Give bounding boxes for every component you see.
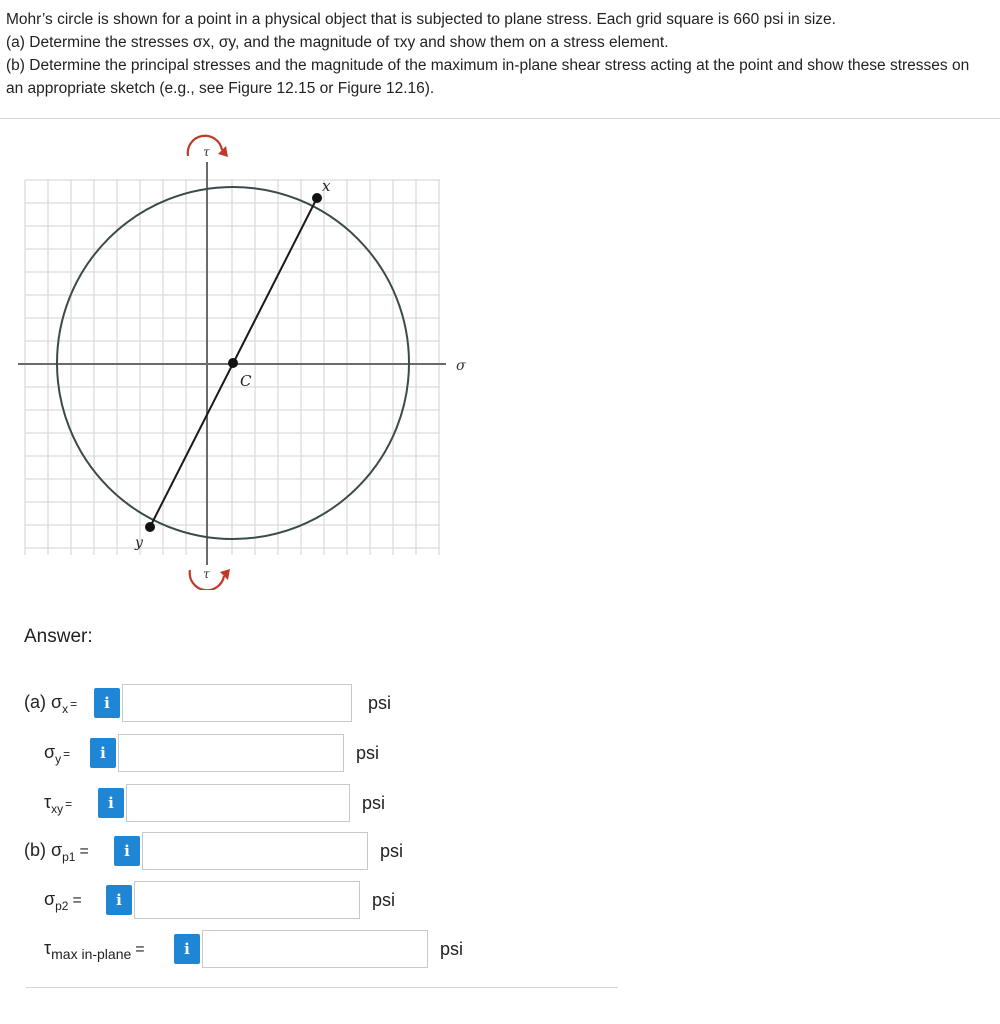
point-x — [312, 193, 322, 203]
sigma-p2-input[interactable] — [134, 881, 360, 919]
info-icon[interactable]: i — [174, 934, 200, 964]
problem-line-1: Mohr’s circle is shown for a point in a physical object that is subjected to plane stress. Each grid square is 660 psi in size. — [6, 11, 836, 28]
problem-line-2: (a) Determine the stresses σx, σy, and the magnitude of τxy and show them on a stress element. — [6, 34, 669, 51]
info-icon[interactable]: i — [90, 738, 116, 768]
answer-row-sigma-x: (a) $\sigma_x$ = i psi — [0, 684, 1000, 722]
tau-label-bottom: τ — [203, 567, 210, 581]
answer-row-sigma-p2: $\sigma_{p2}$ = i psi — [0, 881, 1000, 919]
unit-label: psi — [362, 793, 386, 813]
problem-statement — [6, 8, 986, 100]
unit-label: psi — [380, 841, 404, 861]
center-label: C — [240, 372, 252, 390]
symbol-sigma: σ — [51, 692, 63, 712]
tau-max-input[interactable] — [202, 930, 428, 968]
section-divider — [0, 118, 1000, 119]
unit-label: psi — [440, 939, 464, 959]
answer-heading: Answer: — [24, 626, 93, 647]
sigma-label: σ — [456, 358, 466, 374]
info-icon[interactable]: i — [114, 836, 140, 866]
bottom-divider — [26, 987, 618, 988]
sigma-p1-input[interactable] — [142, 832, 368, 870]
sigma-y-input[interactable] — [118, 734, 344, 772]
answer-row-tau-max: $\tau_{max in-plane}$ = i psi — [0, 930, 1000, 968]
mohrs-circle-diagram — [0, 130, 520, 590]
problem-line-3: (b) Determine the principal stresses and the magnitude of the maximum in-plane shear stress acting at the point and show these stresses on an appropriate sketch (e.g., see Figure 12.15 or Figure 12.16). — [6, 57, 970, 97]
answer-row-sigma-y: $\sigma_y$ = i psi — [0, 734, 1000, 772]
info-icon[interactable]: i — [98, 788, 124, 818]
center-point — [228, 358, 238, 368]
y-point-label: y — [135, 535, 143, 551]
unit-label: psi — [372, 890, 396, 910]
tau-xy-input[interactable] — [126, 784, 350, 822]
tau-label-top: τ — [203, 145, 210, 159]
x-point-label: x — [322, 177, 331, 195]
answer-row-sigma-p1: (b) $\sigma_{p1}$ = i psi — [0, 832, 1000, 870]
sigma-x-input[interactable] — [122, 684, 352, 722]
unit-label: psi — [356, 743, 380, 763]
info-icon[interactable]: i — [94, 688, 120, 718]
point-y — [145, 522, 155, 532]
answer-row-tau-xy: $\tau_{xy}$ = i psi — [0, 784, 1000, 822]
unit-label: psi — [368, 693, 392, 713]
info-icon[interactable]: i — [106, 885, 132, 915]
